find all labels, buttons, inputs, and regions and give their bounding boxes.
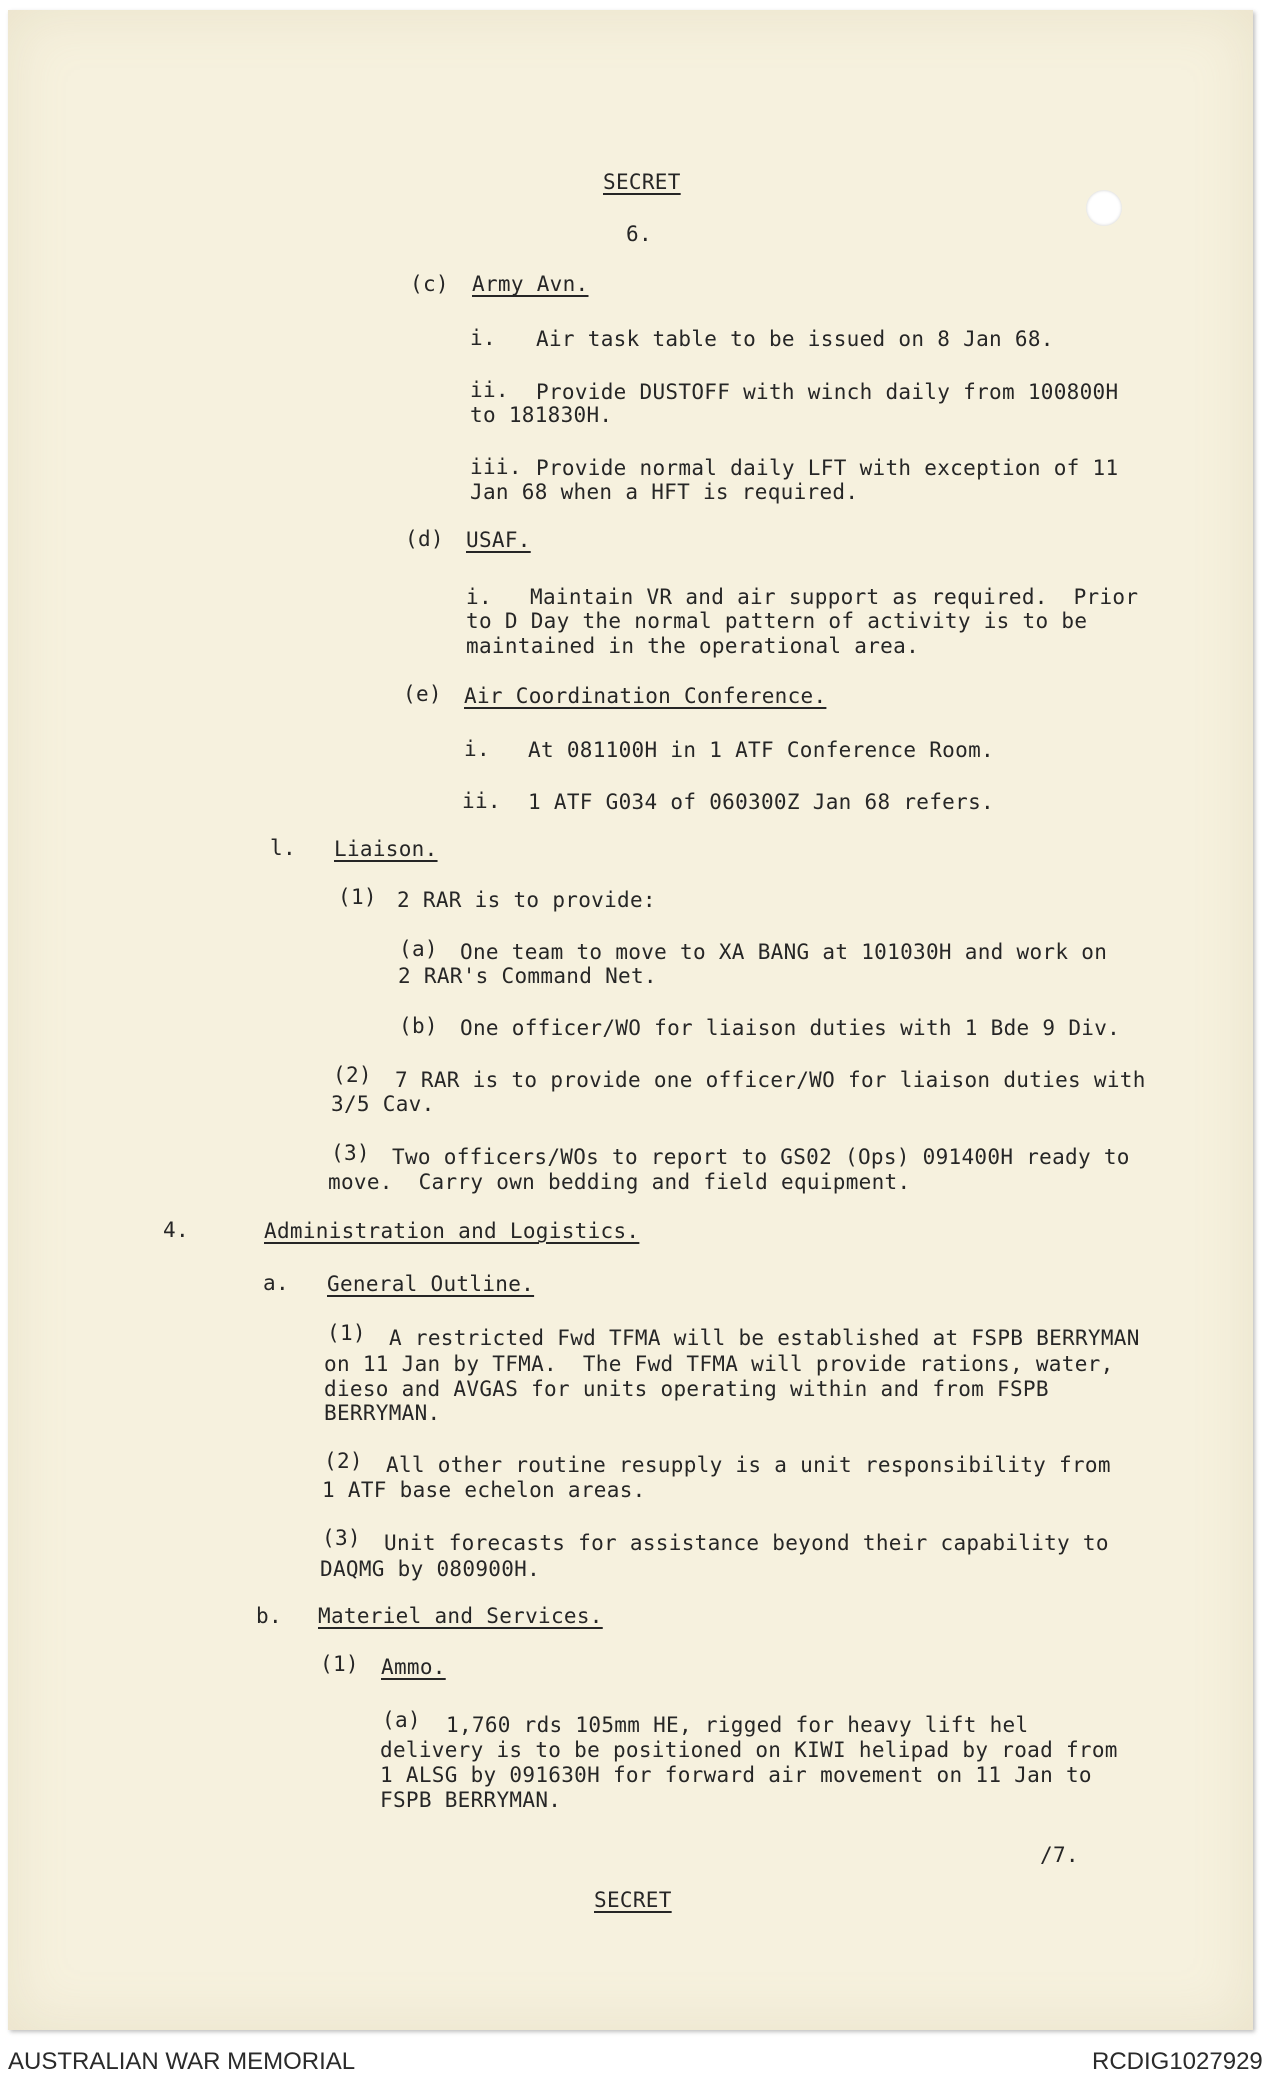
item-line: maintained in the operational area. [466,634,920,658]
item-marker: ii. [470,378,509,402]
para-marker: (2) [333,1063,372,1087]
continuation-marker: /7. [1040,1843,1079,1867]
item-line: to 181830H. [470,403,613,427]
item-marker: ii. [462,789,501,813]
liaison-marker: l. [270,836,296,860]
para-marker: (1) [320,1652,359,1676]
para-marker: (a) [382,1708,421,1732]
para-line: 1 ALSG by 091630H for forward air movement on 11 Jan to [380,1763,1092,1787]
para-marker: (a) [399,937,438,961]
item-marker: i. [470,326,496,350]
archive-source: AUSTRALIAN WAR MEMORIAL [8,2048,356,2075]
item-line: 1 ATF G034 of 060300Z Jan 68 refers. [528,790,994,814]
para-line: BERRYMAN. [324,1401,441,1425]
para-line: FSPB BERRYMAN. [380,1788,562,1812]
classification-header: SECRET [603,170,681,194]
liaison-title: Liaison. [334,837,438,861]
para-line: Two officers/WOs to report to GS02 (Ops) 091400H ready to [392,1145,1130,1169]
section-d-marker: (d) [405,527,444,551]
item-line: to D Day the normal pattern of activity is to be [466,609,1088,633]
para-marker: (1) [338,885,377,909]
para-line: 2 RAR is to provide: [397,888,656,912]
item-line: Provide normal daily LFT with exception of 11 [536,456,1119,480]
para-line: A restricted Fwd TFMA will be established at FSPB BERRYMAN [389,1326,1140,1350]
subsection-b-title: Materiel and Services. [318,1604,603,1628]
section-c-marker: (c) [410,272,449,296]
para-line: DAQMG by 080900H. [320,1557,541,1581]
item-marker: i. [464,737,490,761]
para-line: 3/5 Cav. [331,1092,435,1116]
punch-hole [1086,190,1122,226]
section-d-title: USAF. [466,528,531,552]
section-c-title: Army Avn. [472,272,589,296]
para-line: 2 RAR's Command Net. [398,964,657,988]
section-4-marker: 4. [163,1218,189,1242]
para-line: 1 ATF base echelon areas. [322,1478,646,1502]
ammo-title: Ammo. [381,1655,446,1679]
para-marker: (1) [327,1321,366,1345]
subsection-b-marker: b. [256,1604,282,1628]
para-line: Unit forecasts for assistance beyond their capability to [384,1531,1109,1555]
para-line: One officer/WO for liaison duties with 1 Bde 9 Div. [460,1016,1121,1040]
para-line: on 11 Jan by TFMA. The Fwd TFMA will provide rations, water, [324,1352,1114,1376]
section-e-title: Air Coordination Conference. [464,684,827,708]
item-marker: iii. [470,455,522,479]
para-line: move. Carry own bedding and field equipment. [328,1170,911,1194]
section-e-marker: (e) [403,682,442,706]
subsection-a-marker: a. [263,1271,289,1295]
classification-footer: SECRET [594,1888,672,1912]
item-line: Jan 68 when a HFT is required. [470,480,859,504]
record-id: RCDIG1027929 [1092,2048,1263,2075]
para-line: 7 RAR is to provide one officer/WO for liaison duties with [395,1068,1146,1092]
para-line: delivery is to be positioned on KIWI helipad by road from [380,1738,1118,1762]
item-line: Air task table to be issued on 8 Jan 68. [536,327,1054,351]
section-4-title: Administration and Logistics. [264,1219,640,1243]
item-line: At 081100H in 1 ATF Conference Room. [528,738,994,762]
page-number: 6. [626,222,652,246]
subsection-a-title: General Outline. [327,1272,535,1296]
item-line: Provide DUSTOFF with winch daily from 100800H [536,380,1119,404]
item-line: Maintain VR and air support as required. Prior [530,585,1139,609]
para-marker: (b) [399,1014,438,1038]
para-line: 1,760 rds 105mm HE, rigged for heavy lift hel [446,1713,1029,1737]
para-line: dieso and AVGAS for units operating within and from FSPB [324,1377,1049,1401]
para-line: One team to move to XA BANG at 101030H and work on [460,940,1108,964]
item-marker: i. [466,585,492,609]
para-marker: (3) [331,1141,370,1165]
para-marker: (3) [322,1526,361,1550]
para-marker: (2) [324,1449,363,1473]
para-line: All other routine resupply is a unit responsibility from [386,1453,1111,1477]
